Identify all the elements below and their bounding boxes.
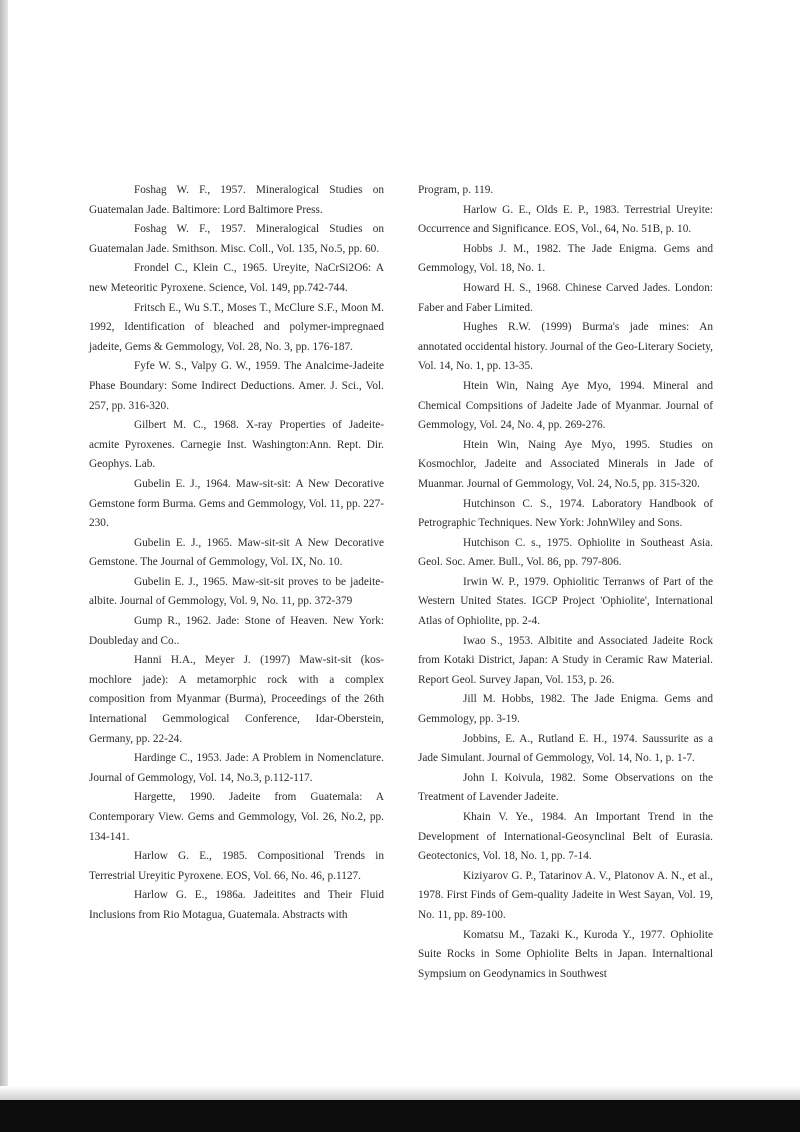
reference-entry: Fyfe W. S., Valpy G. W., 1959. The Analcime-Jadeite Phase Boundary: Some Indirect Deductions. Amer. J. Sci., Vol. 257, pp. 316-320. — [89, 360, 384, 412]
reference-entry: Jobbins, E. A., Rutland E. H., 1974. Saussurite as a Jade Simulant. Journal of Gemmology, Vol. 14, No. 1, p. 1-7. — [418, 732, 713, 765]
page-bottom-edge — [0, 1086, 800, 1100]
book-spine-edge — [0, 0, 8, 1100]
reference-entry-continuation: Program, p. 119. — [418, 184, 494, 196]
scan-bottom-border — [0, 1100, 800, 1132]
reference-entry: Harlow G. E., 1985. Compositional Trends in Terrestrial Ureyitic Pyroxene. EOS, Vol. 66, No. 46, p.1127. — [89, 850, 384, 882]
reference-entry: Hutchinson C. S., 1974. Laboratory Handbook of Petrographic Techniques. New York: JohnWiley and Sons. — [418, 497, 713, 530]
reference-entry: Hutchison C. s., 1975. Ophiolite in Southeast Asia. Geol. Soc. Amer. Bull., Vol. 86, pp. 797-806. — [418, 536, 713, 569]
reference-entry: Jill M. Hobbs, 1982. The Jade Enigma. Gems and Gemmology, pp. 3-19. — [418, 693, 713, 726]
reference-entry: Htein Win, Naing Aye Myo, 1995. Studies on Kosmochlor, Jadeite and Associated Minerals in Jade of Muanmar. Journal of Gemmology, Vol. 24, No.5, pp. 315-320. — [418, 438, 713, 490]
references-right-column — [418, 181, 713, 984]
reference-entry: Hughes R.W. (1999) Burma's jade mines: An annotated occidental history. Journal of the Geo-Literary Society, Vol. 14, No. 1, pp. 13-35. — [418, 321, 713, 373]
reference-entry: Foshag W. F., 1957. Mineralogical Studies on Guatemalan Jade. Smithson. Misc. Coll., Vol. 135, No.5, pp. 60. — [89, 223, 384, 255]
reference-entry: Howard H. S., 1968. Chinese Carved Jades. London: Faber and Faber Limited. — [418, 281, 713, 314]
reference-entry: Hanni H.A., Meyer J. (1997) Maw-sit-sit (kos-mochlore jade): A metamorphic rock with a complex composition from Myanmar (Burma), Proceedings of the 26th International Gemmological Conference, Idar-Oberstein, Germany, pp. 22-24. — [89, 654, 384, 745]
reference-entry: Gubelin E. J., 1964. Maw-sit-sit: A New Decorative Gemstone form Burma. Gems and Gemmology, Vol. 11, pp. 227-230. — [89, 477, 384, 530]
reference-entry: Kiziyarov G. P., Tatarinov A. V., Platonov A. N., et al., 1978. First Finds of Gem-quality Jadeite in West Sayan, Vol. 19, No. 11, pp. 89-100. — [418, 869, 713, 921]
reference-entry: Hargette, 1990. Jadeite from Guatemala: A Contemporary View. Gems and Gemmology, Vol. 26, No.2, pp. 134-141. — [89, 791, 384, 843]
reference-entry: Hobbs J. M., 1982. The Jade Enigma. Gems and Gemmology, Vol. 18, No. 1. — [418, 242, 713, 275]
reference-entry: John I. Koivula, 1982. Some Observations on the Treatment of Lavender Jadeite. — [418, 771, 713, 804]
reference-entry: Foshag W. F., 1957. Mineralogical Studies on Guatemalan Jade. Baltimore: Lord Baltimore Press. — [89, 184, 384, 216]
reference-entry: Khain V. Ye., 1984. An Important Trend in the Development of International-Geosynclinal Belt of Eurasia. Geotectonics, Vol. 18, No. 1, pp. 7-14. — [418, 811, 713, 863]
reference-entry: Irwin W. P., 1979. Ophiolitic Terranws of Part of the Western United States. IGCP Project 'Ophiolite', International Atlas of Ophiolite, pp. 2-4. — [418, 575, 713, 628]
reference-entry: Harlow G. E., 1986a. Jadeitites and Their Fluid Inclusions from Rio Motagua, Guatemala. Abstracts with — [89, 889, 384, 921]
reference-entry: Gump R., 1962. Jade: Stone of Heaven. New York: Doubleday and Co.. — [89, 615, 384, 647]
reference-entry: Gubelin E. J., 1965. Maw-sit-sit A New Decorative Gemstone. The Journal of Gemmology, Vol. IX, No. 10. — [89, 536, 384, 569]
reference-entry: Htein Win, Naing Aye Myo, 1994. Mineral and Chemical Compsitions of Jadeite Jade of Myanmar. Journal of Gemmology, Vol. 24, No. 4, pp. 269-276. — [418, 379, 713, 432]
reference-entry: Komatsu M., Tazaki K., Kuroda Y., 1977. Ophiolite Suite Rocks in Some Ophiolite Belts in Japan. Internaltional Sympsium on Geodynamics in Southwest — [418, 928, 713, 980]
reference-entry: Iwao S., 1953. Albitite and Associated Jadeite Rock from Kotaki District, Japan: A Study in Ceramic Raw Material. Report Geol. Survey Japan, Vol. 153, p. 26. — [418, 634, 713, 686]
reference-entry: Gubelin E. J., 1965. Maw-sit-sit proves to be jadeite-albite. Journal of Gemmology, Vol. 9, No. 11, pp. 372-379 — [89, 575, 384, 608]
references-left-column — [89, 181, 384, 926]
reference-entry: Gilbert M. C., 1968. X-ray Properties of Jadeite-acmite Pyroxenes. Carnegie Inst. Washington:Ann. Rept. Dir. Geophys. Lab. — [89, 419, 384, 471]
reference-entry: Harlow G. E., Olds E. P., 1983. Terrestrial Ureyite: Occurrence and Significance. EOS, Vol., 64, No. 51B, p. 10. — [418, 203, 713, 236]
reference-entry: Frondel C., Klein C., 1965. Ureyite, NaCrSi2O6: A new Meteoritic Pyroxene. Science, Vol. 149, pp.742-744. — [89, 262, 384, 294]
reference-entry: Hardinge C., 1953. Jade: A Problem in Nomenclature. Journal of Gemmology, Vol. 14, No.3, p.112-117. — [89, 752, 384, 784]
reference-entry: Fritsch E., Wu S.T., Moses T., McClure S.F., Moon M. 1992, Identification of bleached and polymer-impregnaed jadeite, Gems & Gemmology, Vol. 28, No. 3, pp. 176-187. — [89, 301, 384, 353]
